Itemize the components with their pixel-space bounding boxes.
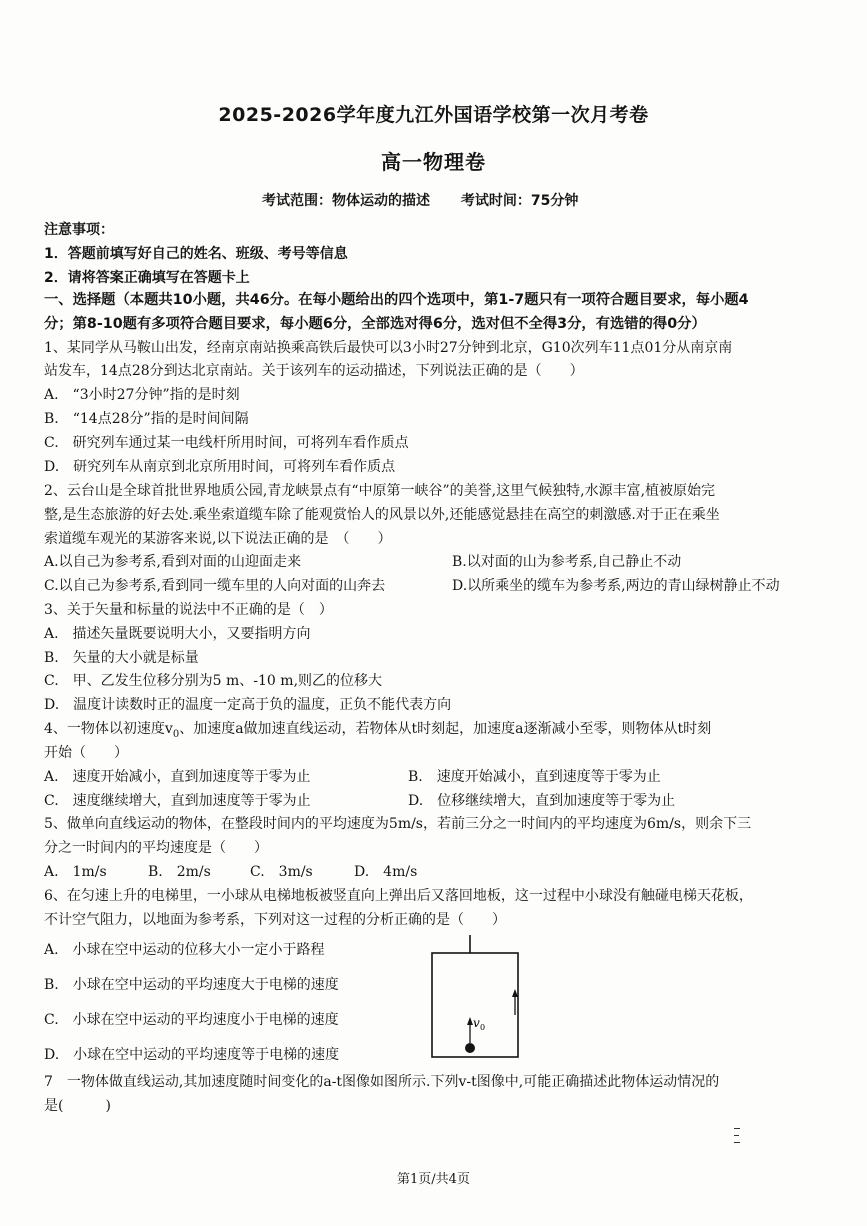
- notice-item-1: 1．答题前填写好自己的姓名、班级、考号等信息: [44, 246, 348, 262]
- q2-option-c: C.以自己为参考系,看到同一缆车里的人向对面的山奔去: [44, 578, 386, 594]
- q5-option-d: D. 4m/s: [354, 864, 418, 880]
- q2-stem-line2: 整,是生态旅游的好去处.乘坐索道缆车除了能观赏怡人的风景以外,还能感觉悬挂在高空的刺激感.对于正在乘坐: [44, 507, 720, 523]
- q6-stem-line2: 不计空气阻力，以地面为参考系，下列对这一过程的分析正确的是（ ）: [44, 912, 506, 928]
- q4-option-b: B. 速度开始减小，直到速度等于零为止: [408, 769, 661, 785]
- q7-stem-line1: 7 一物体做直线运动,其加速度随时间变化的a-t图像如图所示.下列v-t图像中,可能正确描述此物体运动情况的: [44, 1074, 720, 1090]
- ball-velocity-label: v: [473, 1016, 480, 1030]
- q4-v0-subscript: 0: [172, 728, 180, 740]
- elevator-car: [432, 953, 518, 1057]
- q4-option-d: D. 位移继续增大，直到加速度等于零为止: [408, 793, 676, 809]
- elevator-up-arrowhead: [512, 989, 518, 997]
- q4-option-c: C. 速度继续增大，直到加速度等于零为止: [44, 793, 311, 809]
- q5-stem-line1: 5、做单向直线运动的物体，在整段时间内的平均速度为5m/s，若前三分之一时间内的平均速度为6m/s，则余下三: [44, 816, 752, 832]
- q4-option-a: A. 速度开始减小，直到加速度等于零为止: [44, 769, 311, 785]
- q6-option-d: D. 小球在空中运动的平均速度等于电梯的速度: [44, 1047, 340, 1063]
- notice-heading: 注意事项：: [44, 222, 114, 238]
- q4-stem-part2: 、加速度a做加速直线运动，若物体从t时刻起，加速度a逐渐减小至零，则物体从t时刻: [179, 721, 712, 737]
- notice-item-2: 2．请将答案正确填写在答题卡上: [44, 270, 250, 286]
- q6-stem-line1: 6、在匀速上升的电梯里，一小球从电梯地板被竖直向上弹出后又落回地板，这一过程中小球没有触碰电梯天花板，: [44, 888, 753, 904]
- page-footer: 第1页/共4页: [397, 1172, 470, 1187]
- q1-option-c: C. 研究列车通过某一电线杆所用时间，可将列车看作质点: [44, 435, 409, 451]
- q1-stem-line2: 站发车，14点28分到达北京南站。关于该列车的运动描述，下列说法正确的是（ ）: [44, 363, 584, 379]
- q3-option-d: D. 温度计读数时正的温度一定高于负的温度，正负不能代表方向: [44, 697, 452, 713]
- q1-option-a: A. “3小时27分钟”指的是时刻: [44, 387, 240, 403]
- q5-option-a: A. 1m/s: [44, 864, 107, 880]
- q3-option-a: A. 描述矢量既要说明大小，又要指明方向: [44, 626, 311, 642]
- exam-time: 考试时间：75分钟: [460, 193, 579, 209]
- section-1-heading-line1: 一、选择题（本题共10小题，共46分。在每小题给出的四个选项中，第1-7题只有一项符合题目要求，每小题4: [44, 292, 749, 308]
- q6-option-a: A. 小球在空中运动的位移大小一定小于路程: [44, 942, 325, 958]
- q6-option-b: B. 小球在空中运动的平均速度大于电梯的速度: [44, 977, 339, 993]
- q2-option-d: D.以所乘坐的缆车为参考系,两边的青山绿树静止不动: [452, 578, 780, 594]
- q5-option-c: C. 3m/s: [250, 864, 313, 880]
- exam-scope: 考试范围：物体运动的描述: [262, 193, 430, 209]
- q4-stem-line1: [44, 719, 711, 745]
- ball-velocity-subscript: 0: [480, 1023, 486, 1032]
- elevator-figure: [420, 935, 540, 1065]
- q3-stem: 3、关于矢量和标量的说法中不正确的是（ ）: [44, 602, 333, 618]
- exam-subtitle: 高一物理卷: [381, 150, 486, 174]
- q1-stem-line1: 1、某同学从马鞍山出发，经南京南站换乘高铁后最快可以3小时27分钟到北京，G10次列车11点01分从南京南: [44, 340, 733, 356]
- q3-option-c: C. 甲、乙发生位移分别为5 m、-10 m,则乙的位移大: [44, 673, 383, 689]
- q4-stem-line2: 开始（ ）: [44, 745, 128, 761]
- q1-option-d: D. 研究列车从南京到北京所用时间，可将列车看作质点: [44, 459, 396, 475]
- ball: [465, 1043, 475, 1053]
- q4-stem-part1: 4、一物体以初速度v: [44, 721, 173, 737]
- q2-stem-line3: 索道缆车观光的某游客来说,以下说法正确的是 （ ）: [44, 531, 392, 547]
- q5-option-b: B. 2m/s: [148, 864, 211, 880]
- q3-option-b: B. 矢量的大小就是标量: [44, 650, 199, 666]
- q2-option-b: B.以对面的山为参考系,自己静止不动: [452, 554, 682, 570]
- exam-title: 2025-2026学年度九江外国语学校第一次月考卷: [218, 104, 649, 126]
- q5-stem-line2: 分之一时间内的平均速度是（ ）: [44, 840, 268, 856]
- q7-stem-line2: 是( ): [44, 1098, 111, 1114]
- q6-option-c: C. 小球在空中运动的平均速度小于电梯的速度: [44, 1012, 339, 1028]
- q2-option-a: A.以自己为参考系,看到对面的山迎面走来: [44, 554, 302, 570]
- exam-meta: [262, 190, 604, 210]
- section-1-heading-line2: 分；第8-10题有多项符合题目要求，每小题6分，全部选对得6分，选对但不全得3分，有选错的得0分）: [44, 316, 706, 332]
- scan-mark: [734, 1126, 740, 1149]
- q1-option-b: B. “14点28分”指的是时间间隔: [44, 411, 249, 427]
- q2-stem-line1: 2、云台山是全球首批世界地质公园,青龙峡景点有“中原第一峡谷”的美誉,这里气候独特,水源丰富,植被原始完: [44, 483, 716, 499]
